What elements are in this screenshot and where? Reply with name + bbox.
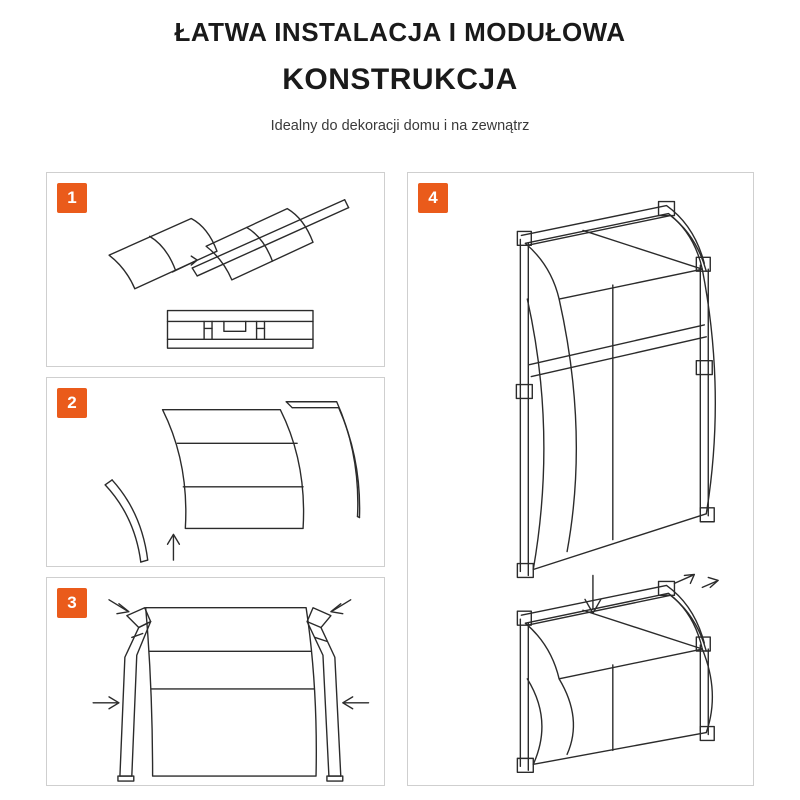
header	[0, 0, 800, 134]
step-1-illustration	[47, 173, 384, 366]
step-2-illustration	[47, 378, 384, 566]
step-1-badge: 1	[57, 183, 87, 213]
page-title-line-2: KONSTRUKCJA	[282, 62, 518, 96]
step-4-badge: 4	[418, 183, 448, 213]
steps-grid	[46, 172, 754, 786]
step-1-panel	[46, 172, 385, 367]
page-title-line-1: ŁATWA INSTALACJA I MODUŁOWA	[174, 17, 626, 47]
step-4-illustration	[408, 173, 753, 785]
step-4-panel	[407, 172, 754, 786]
page-subtitle: Idealny do dekoracji domu i na zewnątrz	[270, 117, 530, 134]
step-3-badge: 3	[57, 588, 87, 618]
step-3-panel	[46, 577, 385, 786]
step-2-badge: 2	[57, 388, 87, 418]
step-3-illustration	[47, 578, 384, 785]
step-2-panel	[46, 377, 385, 567]
